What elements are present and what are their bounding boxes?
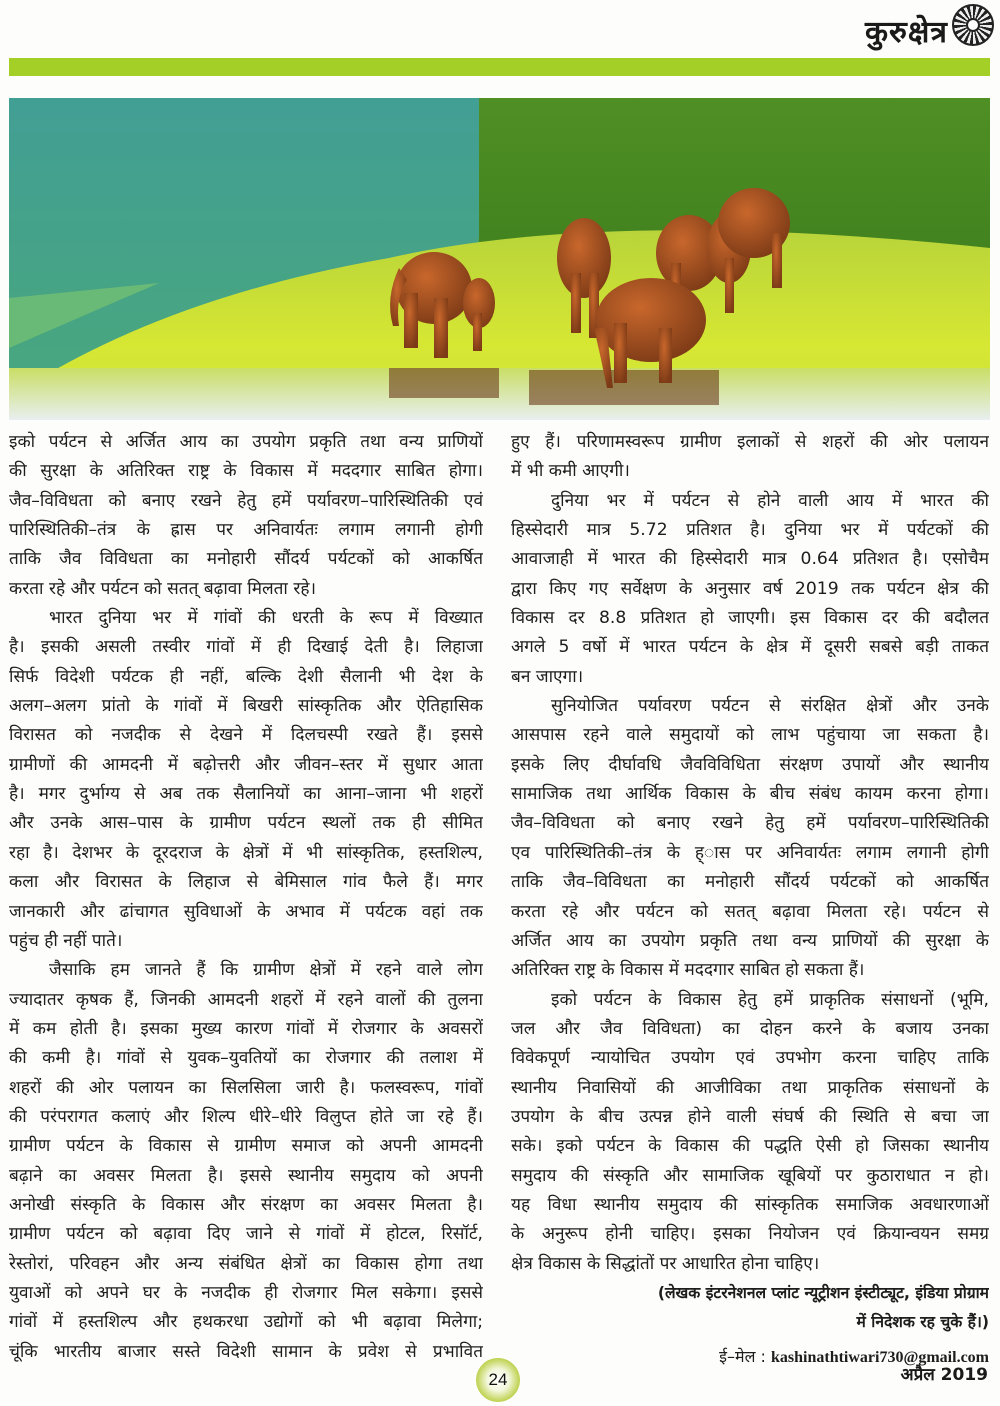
article-text-line: दुनिया भर में पर्यटन से होने वाली आय में भारत की xyxy=(551,490,989,511)
article-text-line: आवाजाही में भारत की हिस्सेदारी मात्र 0.64 प्रतिशत है। एसोचैम xyxy=(511,549,989,570)
article-text-line: इसके लिए दीर्घावधि जैवविविधिता संरक्षण उपायों और स्थानीय xyxy=(511,754,989,775)
article-text-line: शहरों की ओर पलायन का सिलसिला जारी है। फलस्वरूप, गांवों xyxy=(9,1077,483,1098)
article-text-line: है। इसकी असली तस्वीर गांवों में ही दिखाई देती है। लिहाजा xyxy=(9,637,483,658)
article-text-line: बढ़ाने का अवसर मिलता है। इससे स्थानीय समुदाय को अपनी xyxy=(9,1165,483,1186)
article-text-line: ग्रामीण पर्यटन को बढ़ावा दिए जाने से गांवों में होटल, रिसॉर्ट, xyxy=(9,1224,483,1245)
left-column xyxy=(9,428,483,1367)
article-text-line: जैसाकि हम जानते हैं कि ग्रामीण क्षेत्रों में रहने वाले लोग xyxy=(49,960,483,981)
elephant-herd-photo xyxy=(9,98,990,420)
page-number: 24 xyxy=(488,1370,508,1389)
article-text-line: इको पर्यटन के विकास हेतु हमें प्राकृतिक संसाधनों (भूमि, xyxy=(551,989,989,1010)
article-text-line: यह विधा स्थानीय समुदाय की सांस्कृतिक समाजिक अवधारणाओं xyxy=(511,1194,989,1215)
article-text-line: सके। इको पर्यटन के विकास की पद्धति ऐसी हो जिसका स्थानीय xyxy=(511,1136,989,1157)
article-text-line: में कम होती है। इसका मुख्य कारण गांवों में रोजगार के अवसरों xyxy=(9,1018,483,1039)
article-text-line: हुए हैं। परिणामस्वरूप ग्रामीण इलाकों से शहरों की ओर पलायन xyxy=(511,432,989,452)
article-text-line: उपयोग के बीच उत्पन्न होने वाली संघर्ष की स्थिति से बचा जा xyxy=(511,1106,989,1127)
right-column xyxy=(511,428,989,1372)
article-text-line: अलग–अलग प्रांतो के गांवों में बिखरी सांस्कृतिक और ऐतिहासिक xyxy=(9,696,483,717)
article-text-line: ताकि जैव विविधता का मनोहारी सौंदर्य पर्यटकों को आकर्षित xyxy=(9,549,483,570)
article-text-line: विरासत को नजदीक से देखने में दिलचस्पी रखते हैं। इससे xyxy=(9,725,483,746)
article-text-line: है। मगर दुर्भाग्य से अब तक सैलानियों का आना–जाना भी शहरों xyxy=(9,784,483,805)
article-text-line: अनोखी संस्कृति के विकास और संरक्षण का अवसर मिलता है। xyxy=(9,1194,483,1215)
author-byline-line: (लेखक इंटरनेशनल प्लांट न्यूट्रीशन इंस्टीट्यूट, इंडिया प्रोग्राम xyxy=(657,1283,989,1302)
article-text-line: एव पारिस्थितिकी–तंत्र के ह्ास पर अनिवार्यतः लगाम लगानी होगी xyxy=(511,842,989,863)
article-text-line: और उनके आस–पास के ग्रामीण पर्यटन स्थलों तक ही सीमित xyxy=(9,813,483,834)
article-text-line: विवेकपूर्ण न्यायोचित उपयोग एवं उपभोग करना चाहिए ताकि xyxy=(511,1048,989,1069)
article-text-line: अगले 5 वर्षो में भारत पर्यटन के क्षेत्र में दूसरी सबसे बड़ी ताकत xyxy=(511,637,989,658)
article-text-line: अर्जित आय का उपयोग प्रकृति तथा वन्य प्राणियों की सुरक्षा के xyxy=(511,930,989,951)
article-text-line: करता रहे और पर्यटन को सतत् बढ़ावा मिलता रहे। xyxy=(9,578,317,599)
article-text-line: जैव–विविधता को बनाए रखने हेतु हमें पर्यावरण–पारिस्थितिकी xyxy=(511,813,989,834)
article-text-line: की सुरक्षा के अतिरिक्त राष्ट्र के विकास में मददगार साबित होगा। xyxy=(9,461,483,482)
article-text-line: समुदाय की संस्कृति और सामाजिक खूबियों पर कुठाराधात न हो। xyxy=(511,1165,989,1186)
issue-date: अप्रैल 2019 xyxy=(900,1365,988,1385)
author-email-link[interactable]: kashinathtiwari730@gmail.com xyxy=(771,1348,989,1366)
article-text-line: जानकारी और ढांचागत सुविधाओं के अभाव में पर्यटक वहां तक xyxy=(9,901,483,922)
article-text-line: की परंपरागत कलाएं और शिल्प धीरे–धीरे विलुप्त होते जा रहे हैं। xyxy=(9,1106,483,1127)
masthead-title: कुरुक्षेत्र xyxy=(864,15,948,50)
article-text-line: बन जाएगा। xyxy=(511,666,584,687)
article-text-line: रहा है। देशभर के दूरदराज के क्षेत्रों में भी सांस्कृतिक, हस्तशिल्प, xyxy=(9,842,483,863)
article-text-line: इको पर्यटन से अर्जित आय का उपयोग प्रकृति तथा वन्य प्राणियों xyxy=(9,432,483,452)
email-label: ई–मेल : xyxy=(719,1346,766,1366)
article-text-line: सामाजिक तथा आर्थिक विकास के बीच संबंध कायम करना होगा। xyxy=(511,784,989,805)
page-number-badge xyxy=(476,1358,520,1402)
article-text-line: विकास दर 8.8 प्रतिशत हो जाएगी। इस विकास दर की बदौलत xyxy=(511,608,989,629)
wheel-emblem-icon xyxy=(952,4,994,46)
article-text-line: ज्यादातर कृषक हैं, जिनकी आमदनी शहरों में रहने वालों की तुलना xyxy=(9,989,483,1010)
article-text-line: रेस्तोरां, परिवहन और अन्य संबंधित क्षेत्रों का विकास होगा तथा xyxy=(9,1253,483,1274)
article-text-line: सुनियोजित पर्यावरण पर्यटन से संरक्षित क्षेत्रों और उनके xyxy=(551,696,989,717)
article-text-line: पारिस्थितिकी–तंत्र के ह्रास पर अनिवार्यतः लगाम लगानी होगी xyxy=(9,520,483,541)
article-text-line: सिर्फ विदेशी पर्यटक ही नहीं, बल्कि देशी सैलानी भी देश के xyxy=(9,666,483,687)
article-text-line: ग्रामीण पर्यटन के विकास से ग्रामीण समाज को अपनी आमदनी xyxy=(9,1136,483,1157)
article-text-line: द्वारा किए गए सर्वेक्षण के अनुसार वर्ष 2019 तक पर्यटन क्षेत्र की xyxy=(511,578,989,599)
article-text-line: जैव–विविधता को बनाए रखने हेतु हमें पर्यावरण–पारिस्थितिकी एवं xyxy=(9,490,483,511)
article-text-line: के अनुरूप होनी चाहिए। इसका नियोजन एवं क्रियान्वयन समग्र xyxy=(511,1224,989,1245)
article-text-line: अतिरिक्त राष्ट्र के विकास में मददगार साबित हो सकता हैं। xyxy=(511,960,865,981)
photo-illustration xyxy=(9,98,990,420)
author-byline-line: में निदेशक रह चुके हैं।) xyxy=(856,1313,989,1332)
article-text-line: पहुंच ही नहीं पाते। xyxy=(9,930,123,951)
article-text-line: करता रहे और पर्यटन को सतत् बढ़ावा मिलता रहे। पर्यटन से xyxy=(511,901,989,922)
article-text-line: चूंकि भारतीय बाजार सस्ते विदेशी सामान के प्रवेश से प्रभावित xyxy=(9,1341,483,1362)
article-text-line: में भी कमी आएगी। xyxy=(511,461,630,482)
article-text-line: कला और विरासत के लिहाज से बेमिसाल गांव फैले हैं। मगर xyxy=(9,872,483,893)
article-text-line: क्षेत्र विकास के सिद्धांतों पर आधारित होना चाहिए। xyxy=(511,1253,820,1274)
green-header-bar xyxy=(9,58,990,76)
article-text-line: ग्रामीणों की आमदनी में बढ़ोत्तरी और जीवन–स्तर में सुधार आता xyxy=(9,754,483,775)
article-text-line: गांवों में हस्तशिल्प और हथकरधा उद्योगों को भी बढ़ावा मिलेगा; xyxy=(9,1312,483,1333)
article-text-line: भारत दुनिया भर में गांवों की धरती के रूप में विख्यात xyxy=(49,608,483,629)
article-text-line: आसपास रहने वाले समुदायों को लाभ पहुंचाया जा सकता है। xyxy=(511,725,989,746)
article-text-line: स्थानीय निवासियों की आजीविका तथा प्राकृतिक संसाधनों के xyxy=(511,1077,989,1098)
article-text-line: युवाओं को अपने घर के नजदीक ही रोजगार मिल सकेगा। इससे xyxy=(9,1282,483,1303)
article-text-line: हिस्सेदारी मात्र 5.72 प्रतिशत है। दुनिया भर में पर्यटकों की xyxy=(511,520,989,541)
article-text-line: ताकि जैव–विविधता का मनोहारी सौंदर्य पर्यटकों को आकर्षित xyxy=(511,872,989,893)
article-text-line: की कमी है। गांवों से युवक–युवतियों का रोजगार की तलाश में xyxy=(9,1048,483,1069)
article-text-line: जल और जैव विविधता) का दोहन करने के बजाय उनका xyxy=(511,1018,989,1039)
